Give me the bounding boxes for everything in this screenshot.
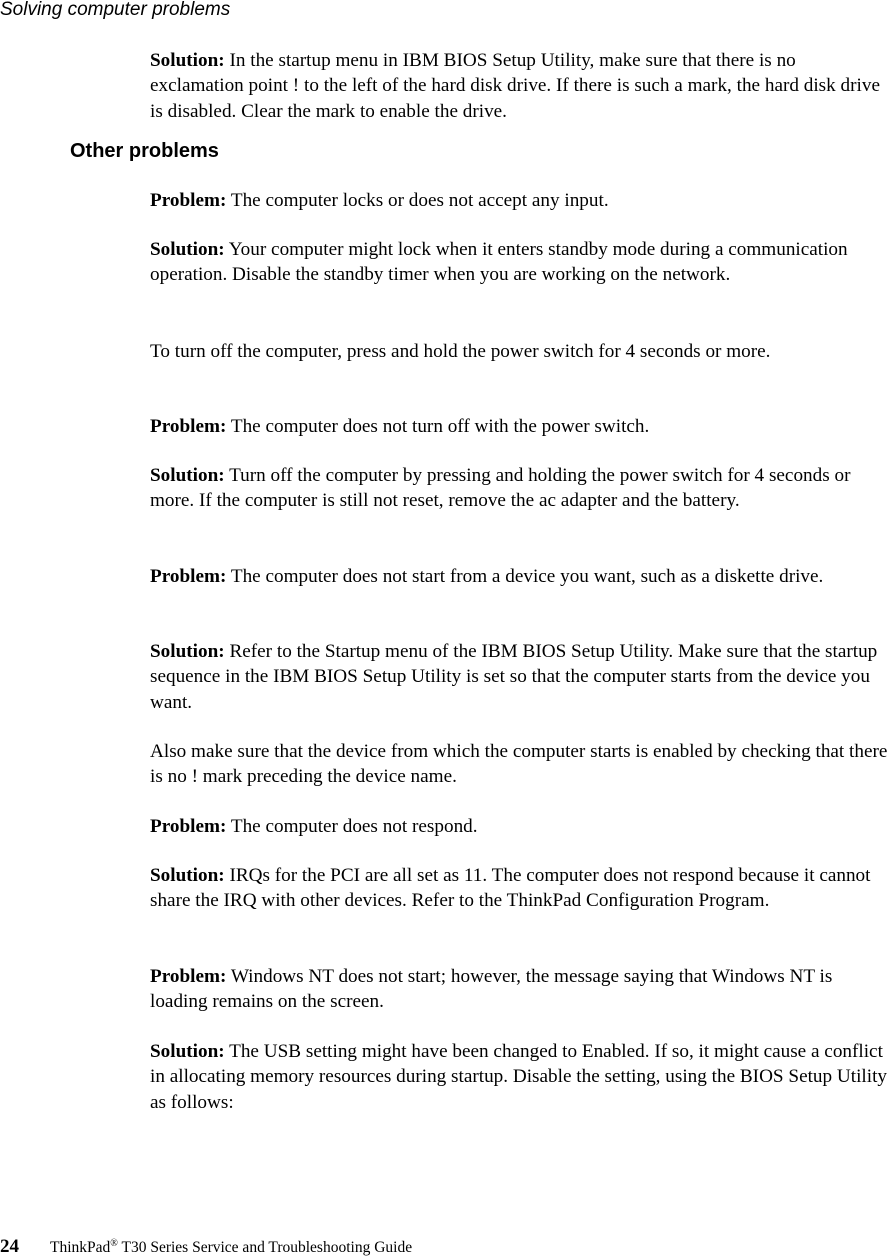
solution-text: In the startup menu in IBM BIOS Setup Utility, make sure that there is no exclamation point ! to the left of the hard disk drive. If there is such a mark, the hard disk drive is disabled. Clear the mark to enable the drive. — [150, 50, 880, 122]
problem-label: Problem: — [150, 966, 227, 987]
problem-label: Problem: — [150, 416, 227, 437]
solution-text: Turn off the computer by pressing and holding the power switch for 4 seconds or more. If the computer is still not reset, remove the ac adapter and the battery. — [150, 465, 851, 512]
solution-paragraph — [150, 639, 889, 715]
registered-trademark-mark: ® — [110, 1238, 118, 1249]
solution-label: Solution: — [150, 641, 225, 662]
solution-text: Your computer might lock when it enters standby mode during a communication operation. Disable the standby timer when you are working on the network. — [150, 239, 848, 286]
problem-paragraph — [150, 814, 889, 839]
solution-text: Refer to the Startup menu of the IBM BIOS Setup Utility. Make sure that the startup sequence in the IBM BIOS Setup Utility is set so that the computer starts from the device you want. — [150, 641, 878, 713]
solution-paragraph — [150, 237, 889, 288]
solution-label: Solution: — [150, 50, 225, 71]
solution-text: The USB setting might have been changed to Enabled. If so, it might cause a conflict in allocating memory resources during startup. Disable the setting, using the BIOS Setup Utility as follows: — [150, 1041, 888, 1113]
solution-paragraph — [150, 1039, 889, 1115]
note-paragraph: Also make sure that the device from which the computer starts is enabled by checking that there is no ! mark preceding the device name. — [150, 741, 888, 788]
page-footer — [0, 1235, 412, 1260]
running-header-title: Solving computer problems — [0, 0, 231, 20]
problem-text: The computer locks or does not accept any input. — [230, 190, 609, 211]
intro-solution-paragraph — [150, 48, 889, 124]
solution-text: IRQs for the PCI are all set as 11. The computer does not respond because it cannot share the IRQ with other devices. Refer to the ThinkPad Configuration Program. — [150, 865, 871, 912]
solution-label: Solution: — [150, 865, 225, 886]
problem-text: Windows NT does not start; however, the message saying that Windows NT is loading remains on the screen. — [150, 966, 833, 1013]
problem-text: The computer does not start from a device you want, such as a diskette drive. — [230, 566, 824, 587]
problem-text: The computer does not respond. — [230, 816, 478, 837]
problem-label: Problem: — [150, 190, 227, 211]
solution-paragraph — [150, 863, 889, 914]
solution-label: Solution: — [150, 1041, 225, 1062]
solution-label: Solution: — [150, 239, 225, 260]
solution-paragraph — [150, 463, 889, 514]
problem-paragraph — [150, 414, 889, 439]
note-paragraph: To turn off the computer, press and hold the power switch for 4 seconds or more. — [150, 341, 771, 362]
section-heading: Other problems — [70, 140, 219, 162]
problem-paragraph — [150, 564, 889, 589]
problem-paragraph — [150, 964, 889, 1015]
book-subtitle: T30 Series Service and Troubleshooting Guide — [117, 1239, 413, 1256]
problem-label: Problem: — [150, 816, 227, 837]
problem-paragraph — [150, 188, 889, 213]
problem-text: The computer does not turn off with the power switch. — [230, 416, 650, 437]
solution-label: Solution: — [150, 465, 225, 486]
page-number: 24 — [0, 1236, 19, 1257]
book-name: ThinkPad — [50, 1239, 111, 1256]
book-title — [50, 1239, 412, 1256]
problem-label: Problem: — [150, 566, 227, 587]
